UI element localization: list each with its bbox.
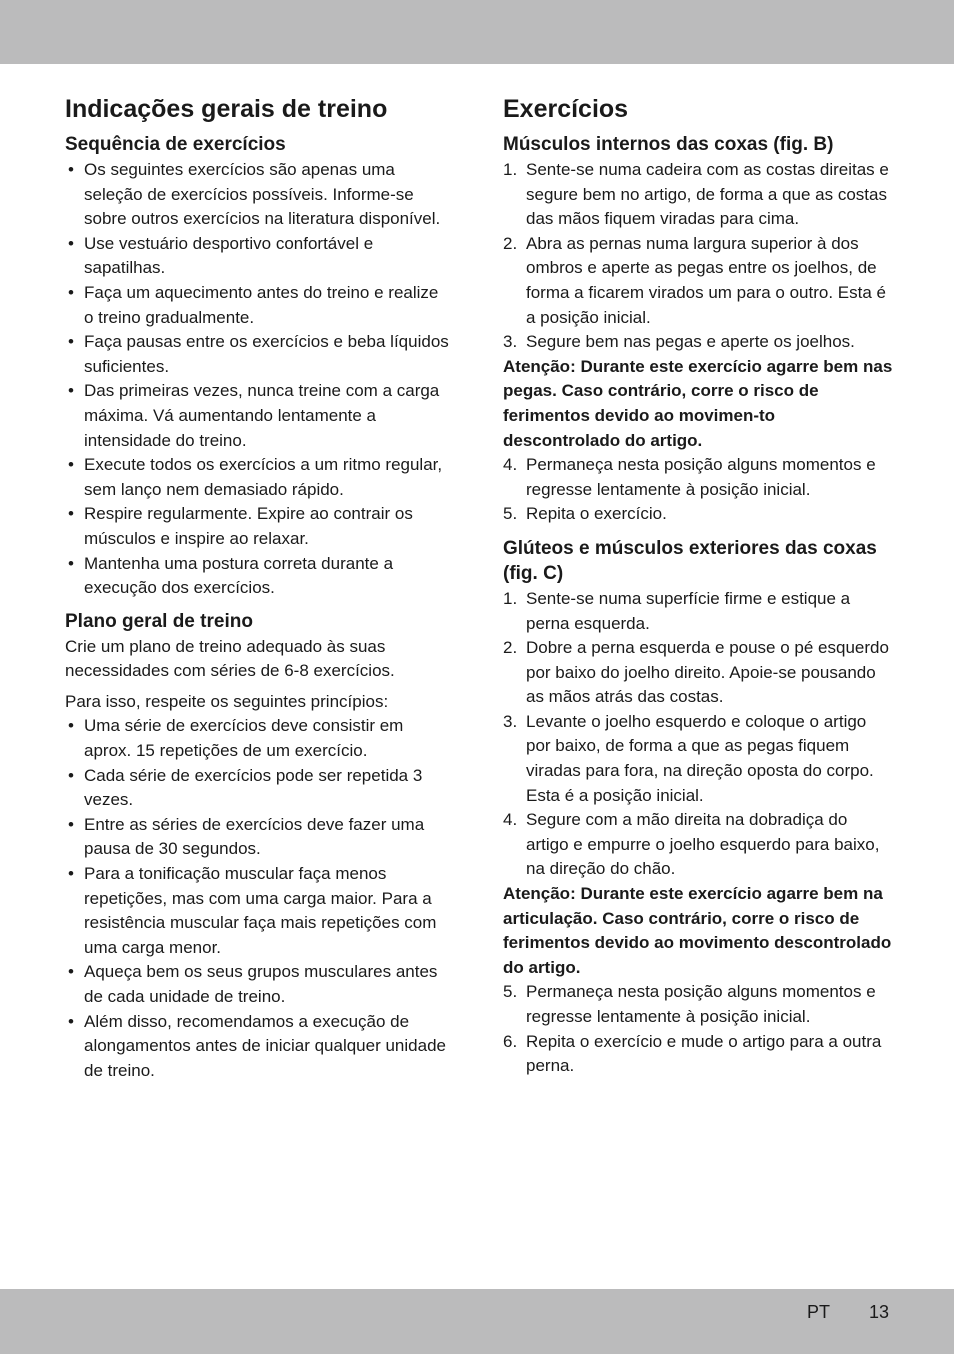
step-number: 4. (503, 810, 518, 830)
list-item: • Entre as séries de exercícios deve fazer uma pausa de 30 segundos. (65, 813, 450, 862)
step-number: 1. (503, 160, 518, 179)
steps-inner-thighs-a (503, 158, 893, 355)
step-text: Segure com a mão direita na dobradiça do artigo e empurre o joelho esquerdo para baixo, na direção do chão. (526, 810, 880, 879)
step-number: 4. (503, 455, 518, 475)
list-item (503, 158, 893, 232)
list-item (503, 636, 893, 710)
left-column (65, 92, 450, 1083)
list-item: • Mantenha uma postura correta durante a execução dos exercícios. (65, 552, 450, 601)
header-band (0, 0, 954, 64)
step-number: 6. (503, 1031, 518, 1051)
step-text: Repita o exercício. (526, 504, 667, 524)
list-item (503, 587, 893, 636)
plan-intro: Crie um plano de treino adequado às suas necessidades com séries de 6-8 exercícios. (65, 636, 395, 681)
list-item (503, 980, 893, 1029)
warning-glutes: Atenção: Durante este exercício agarre bem na articulação. Caso contrário, corre o risco de ferimentos devido ao movimento descontrolado do artigo. (503, 884, 892, 977)
step-text: Dobre a perna esquerda e pouse o pé esquerdo por baixo do joelho direito. Apoie-se pousando as mãos atrás das costas. (526, 638, 889, 707)
list-item: • Cada série de exercícios pode ser repetida 3 vezes. (65, 764, 450, 813)
list-item: • Os seguintes exercícios são apenas uma seleção de exercícios possíveis. Informe-se sobre outros exercícios na literatura disponível. (65, 158, 450, 232)
step-text: Permaneça nesta posição alguns momentos e regresse lentamente à posição inicial. (526, 982, 876, 1026)
list-item (503, 710, 893, 808)
section-title-training: Indicações gerais de treino (65, 95, 388, 123)
section-title-exercises: Exercícios (503, 95, 629, 123)
list-item (503, 453, 893, 502)
heading-inner-thighs: Músculos internos das coxas (fig. B) (503, 134, 834, 155)
step-text: Segure bem nas pegas e aperte os joelhos. (526, 332, 855, 352)
steps-glutes-b (503, 980, 893, 1078)
steps-glutes-a (503, 587, 893, 882)
step-number: 2. (503, 233, 518, 253)
page-number: 13 (869, 1302, 890, 1322)
step-text: Repita o exercício e mude o artigo para a outra perna. (526, 1031, 882, 1076)
heading-glutes: Glúteos e músculos exteriores das coxas (fig. C) (503, 537, 877, 584)
list-exercise-sequence (65, 158, 450, 601)
list-item: • Aqueça bem os seus grupos musculares antes de cada unidade de treino. (65, 960, 450, 1009)
list-item (503, 232, 893, 330)
step-text: Permaneça nesta posição alguns momentos e regresse lentamente à posição inicial. (526, 455, 876, 499)
warning-inner-thighs: Atenção: Durante este exercício agarre bem nas pegas. Caso contrário, corre o risco de ferimentos devido ao movimen-to descontrolado do artigo. (503, 356, 893, 450)
step-number: 2. (503, 638, 518, 658)
list-item: • Uma série de exercícios deve consistir em aprox. 15 repetições de um exercício. (65, 714, 450, 763)
step-text: Sente-se numa superfície firme e estique a perna esquerda. (526, 588, 851, 633)
step-text: Levante o joelho esquerdo e coloque o artigo por baixo, de forma a que as pegas fiquem viradas para fora, na direção oposta do corpo. Esta é a posição inicial. (526, 711, 874, 805)
step-number: 3. (503, 711, 518, 731)
list-item (503, 330, 893, 355)
list-item: • Além disso, recomendamos a execução de alongamentos antes de iniciar qualquer unidade de treino. (65, 1010, 450, 1084)
heading-exercise-sequence: Sequência de exercícios (65, 134, 286, 155)
right-column (503, 92, 893, 1079)
list-training-principles (65, 714, 450, 1083)
list-item: • Faça pausas entre os exercícios e beba líquidos suficientes. (65, 330, 450, 379)
list-item: • Para a tonificação muscular faça menos repetições, mas com uma carga maior. Para a resistência muscular faça mais repetições com uma carga menor. (65, 862, 450, 960)
heading-training-plan: Plano geral de treino (65, 610, 253, 632)
plan-principles: Para isso, respeite os seguintes princípios: (65, 691, 389, 711)
list-item (503, 502, 893, 527)
list-item (503, 1030, 893, 1079)
footer-language-code: PT (807, 1302, 831, 1322)
list-item (503, 808, 893, 882)
list-item: • Faça um aquecimento antes do treino e realize o treino gradualmente. (65, 281, 450, 330)
steps-inner-thighs-b (503, 453, 893, 527)
step-number: 3. (503, 332, 518, 352)
step-number: 1. (503, 588, 518, 608)
list-item: • Respire regularmente. Expire ao contrair os músculos e inspire ao relaxar. (65, 502, 450, 551)
step-number: 5. (503, 982, 518, 1002)
step-text: Sente-se numa cadeira com as costas direitas e segure bem no artigo, de forma a que as costas das mãos fiquem viradas para cima. (526, 160, 889, 229)
step-number: 5. (503, 504, 518, 524)
list-item: • Execute todos os exercícios a um ritmo regular, sem lanço nem demasiado rápido. (65, 453, 450, 502)
list-item: • Use vestuário desportivo confortável e sapatilhas. (65, 232, 450, 281)
step-text: Abra as pernas numa largura superior à dos ombros e aperte as pegas entre os joelhos, de forma a ficarem virados um para o outro. Esta é a posição inicial. (526, 233, 886, 327)
list-item: • Das primeiras vezes, nunca treine com a carga máxima. Vá aumentando lentamente a intensidade do treino. (65, 379, 450, 453)
